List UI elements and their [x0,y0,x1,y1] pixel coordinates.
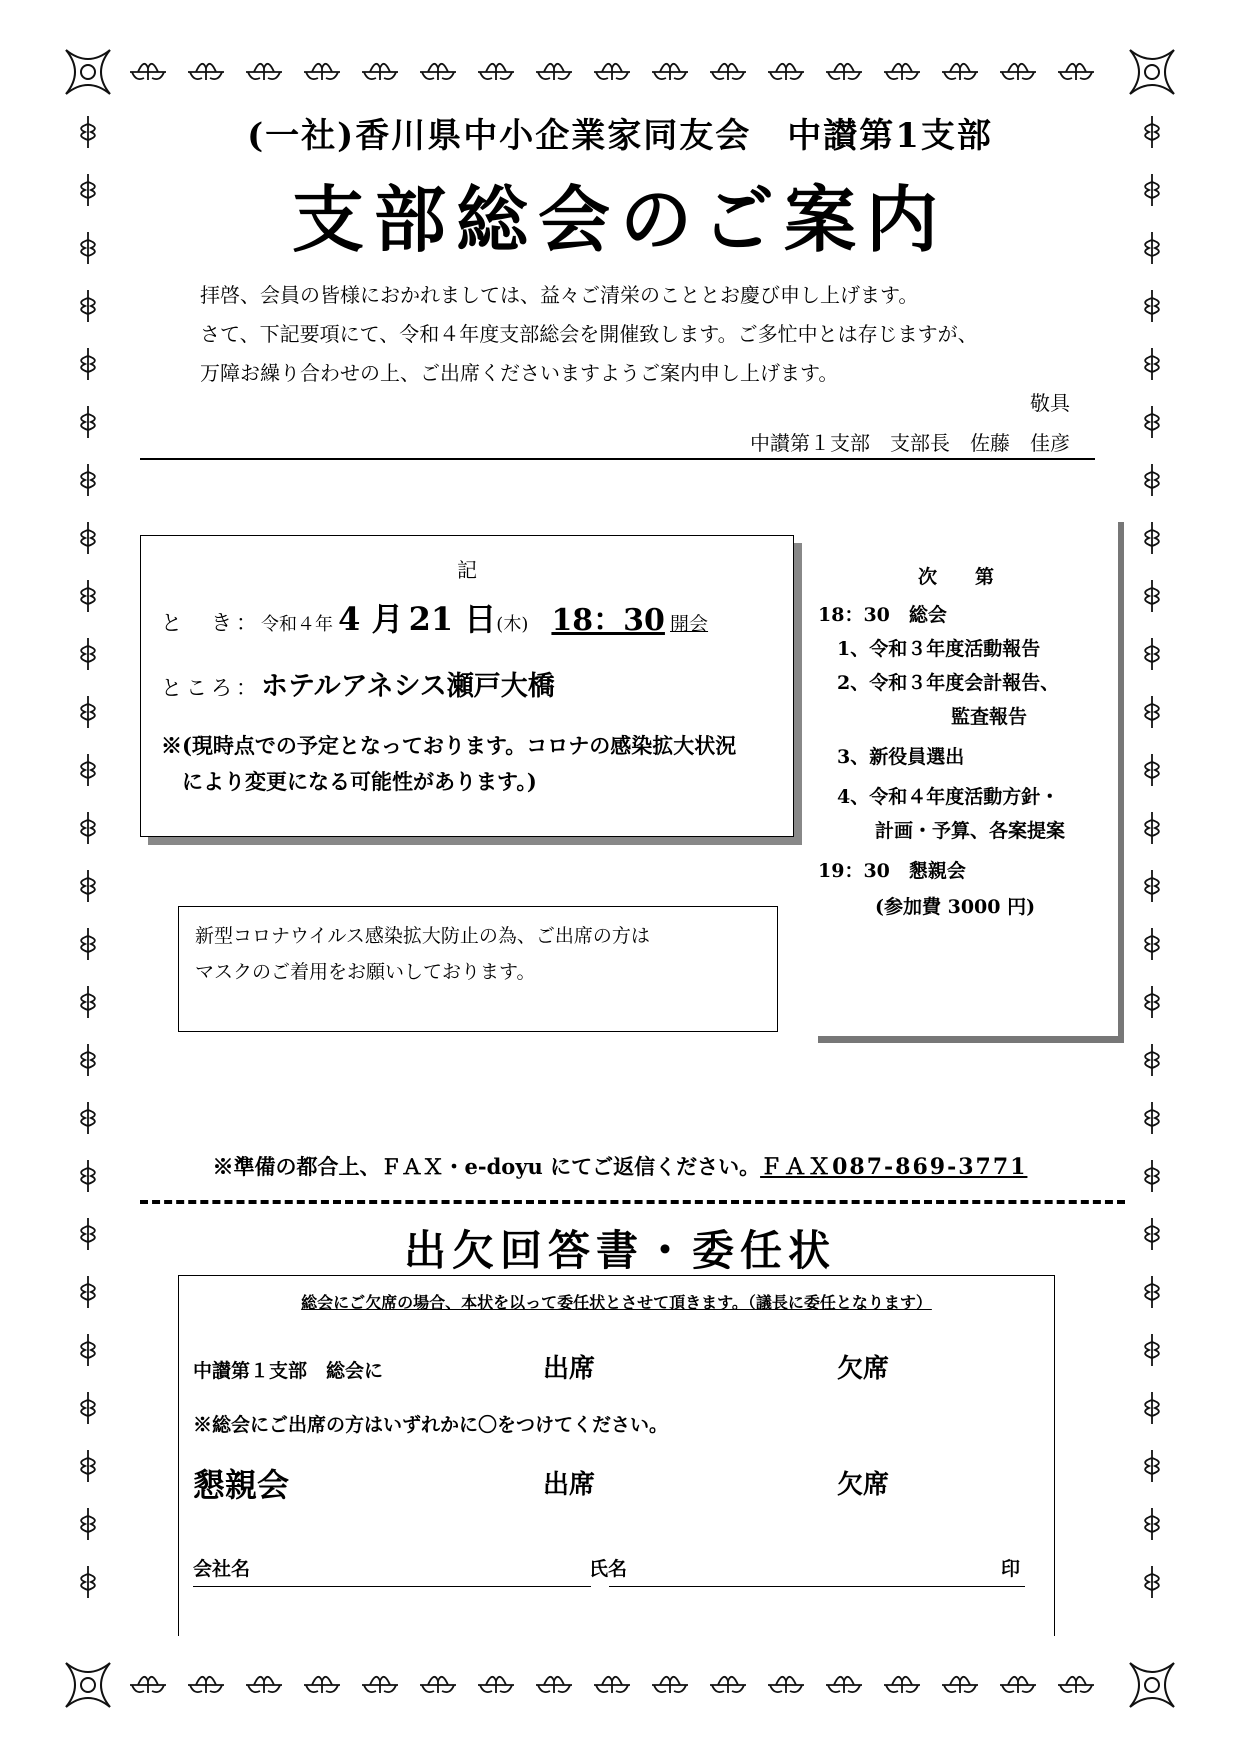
organization-name: (一社)香川県中小企業家同友会 中讃第1支部 [247,116,993,156]
border-ornament [1145,986,1159,1018]
border-ornament [81,1102,95,1134]
corner-ornament [1130,50,1174,94]
border-ornament [81,406,95,438]
border-ornament [768,1677,804,1693]
border-ornament [304,1677,340,1693]
border-ornament [81,348,95,380]
reception-label: 懇親会 [193,1466,290,1504]
border-ornament [768,64,804,80]
border-ornament [594,64,630,80]
event-details-box [140,535,794,837]
era-year: 令和４年 [261,614,333,635]
border-ornament [1145,1276,1159,1308]
page-title: 支部総会のご案内 [291,177,948,262]
border-ornament [81,1392,95,1424]
letter-line: さて、下記要項にて、令和４年度支部総会を開催致します。ご多忙中とは存じますが、 [200,322,978,346]
border-ornament [1058,64,1094,80]
border-ornament [246,64,282,80]
form-header-note: 総会にご欠席の場合、本状を以って委任状とさせて頂きます。（議長に委任となります） [301,1293,932,1312]
letter-line: 拝啓、会員の皆様におかれましては、益々ご清栄のこととお慶び申し上げます。 [200,283,919,307]
note-line: により変更になる可能性があります。) [161,769,537,794]
border-ornament [1145,1044,1159,1076]
sender-name: 中讃第１支部 支部長 佐藤 佳彦 [750,431,1070,455]
agenda-item: 4、令和４年度活動方針・ [818,786,1060,808]
month: 4 月 [338,600,404,638]
border-ornament [1145,1334,1159,1366]
agenda-item: 3、新役員選出 [818,746,965,768]
border-ornament [536,64,572,80]
border-ornament [81,928,95,960]
agenda-item: 計画・予算、各案提案 [818,820,1066,842]
border-ornament [188,64,224,80]
border-ornament [942,64,978,80]
agenda-item: 19：30 懇親会 [818,860,966,882]
border-ornament [1145,1566,1159,1598]
border-ornament [826,1677,862,1693]
border-ornament [1145,812,1159,844]
mask-notice-line: 新型コロナウイルス感染拡大防止の為、ご出席の方は [195,925,650,947]
border-ornament [362,1677,398,1693]
venue-row [161,664,555,703]
border-ornament [81,1044,95,1076]
border-ornament [1145,348,1159,380]
open-label: 開会 [670,613,709,635]
border-ornament [81,812,95,844]
reply-form [178,1275,1055,1636]
reception-absent-option[interactable]: 欠席 [837,1470,890,1500]
agenda-item: 1、令和３年度活動報告 [818,638,1041,660]
agenda-shadow [1118,522,1124,1042]
person-name-field[interactable] [609,1586,1025,1587]
border-ornament [884,64,920,80]
border-ornament [130,64,166,80]
border-ornament [1145,1450,1159,1482]
border-ornament [1145,522,1159,554]
border-ornament [1145,754,1159,786]
mask-notice-line: マスクのご着用をお願いしております。 [195,961,536,983]
border-ornament [594,1677,630,1693]
border-ornament [81,1276,95,1308]
schedule-note [161,728,781,800]
border-ornament [81,986,95,1018]
fax-text: ※準備の都合上、ＦＡＸ・e-doyu にてご返信ください。 [212,1154,761,1179]
corner-ornament [66,50,110,94]
border-ornament [130,1677,166,1693]
general-meeting-label: 中讃第１支部 総会に [193,1360,384,1382]
venue-name: ホテルアネシス瀬戸大橋 [261,671,555,702]
company-name-label: 会社名 [193,1558,251,1580]
border-ornament [1145,696,1159,728]
border-ornament [81,638,95,670]
note-line: ※(現時点での予定となっております。コロナの感染拡大状況 [161,733,737,758]
border-ornament [81,1566,95,1598]
agenda-item: 18：30 総会 [818,604,947,626]
form-title: 出欠回答書・委任状 [403,1226,836,1275]
date-row [161,594,708,640]
meeting-absent-option[interactable]: 欠席 [837,1354,890,1384]
venue-label: ところ： [161,676,261,700]
border-ornament [246,1677,282,1693]
border-ornament [81,1334,95,1366]
border-ornament [420,64,456,80]
agenda-item: (参加費 3000 円) [818,896,1036,918]
day: 21 日 [408,600,497,638]
circle-instruction: ※総会にご出席の方はいずれかに〇をつけてください。 [193,1414,669,1436]
border-ornament [81,870,95,902]
border-ornament [1145,1508,1159,1540]
border-ornament [81,464,95,496]
border-ornament [362,64,398,80]
corner-ornament [66,1663,110,1707]
border-ornament [710,64,746,80]
border-ornament [81,754,95,786]
border-ornament [1145,870,1159,902]
border-ornament [81,696,95,728]
border-ornament [81,580,95,612]
agenda-heading: 次第 [918,566,1033,588]
border-ornament [1058,1677,1094,1693]
details-heading: 記 [457,558,477,582]
company-name-field[interactable] [193,1586,591,1587]
letter-line: 万障お繰り合わせの上、ご出席くださいますようご案内申し上げます。 [200,361,839,385]
agenda-item: 2、令和３年度会計報告、 [818,672,1060,694]
cut-line [140,1200,1125,1204]
closing-word: 敬具 [1030,391,1070,415]
border-ornament [420,1677,456,1693]
seal-label: 印 [1001,1558,1021,1580]
date-label: と き： [161,611,261,635]
weekday: (木) [496,614,529,635]
border-ornament [652,1677,688,1693]
border-ornament [1145,638,1159,670]
border-ornament [81,522,95,554]
border-ornament [652,64,688,80]
border-ornament [1145,1102,1159,1134]
border-ornament [1145,464,1159,496]
border-ornament [1000,1677,1036,1693]
person-name-label: 氏名 [589,1558,628,1580]
border-ornament [710,1677,746,1693]
border-ornament [188,1677,224,1693]
border-ornament [1145,580,1159,612]
fax-number: ＦＡＸ087-869-3771 [760,1154,1028,1180]
divider [140,458,1095,460]
border-ornament [81,290,95,322]
border-ornament [536,1677,572,1693]
border-ornament [942,1677,978,1693]
corner-ornament [1130,1663,1174,1707]
border-ornament [81,1508,95,1540]
reception-attend-option[interactable]: 出席 [543,1470,596,1500]
agenda-item: 監査報告 [818,706,1028,728]
border-ornament [1145,1392,1159,1424]
border-ornament [826,64,862,80]
border-ornament [1000,64,1036,80]
border-ornament [478,64,514,80]
border-ornament [81,1450,95,1482]
agenda-shadow [818,1036,1124,1043]
start-time: 18：30 [551,603,665,638]
border-ornament [884,1677,920,1693]
meeting-attend-option[interactable]: 出席 [543,1354,596,1384]
border-ornament [478,1677,514,1693]
border-ornament [304,64,340,80]
border-ornament [1145,928,1159,960]
border-ornament [1145,406,1159,438]
border-ornament [1145,290,1159,322]
fax-instruction [0,1150,1240,1181]
mask-notice-box [178,906,778,1032]
